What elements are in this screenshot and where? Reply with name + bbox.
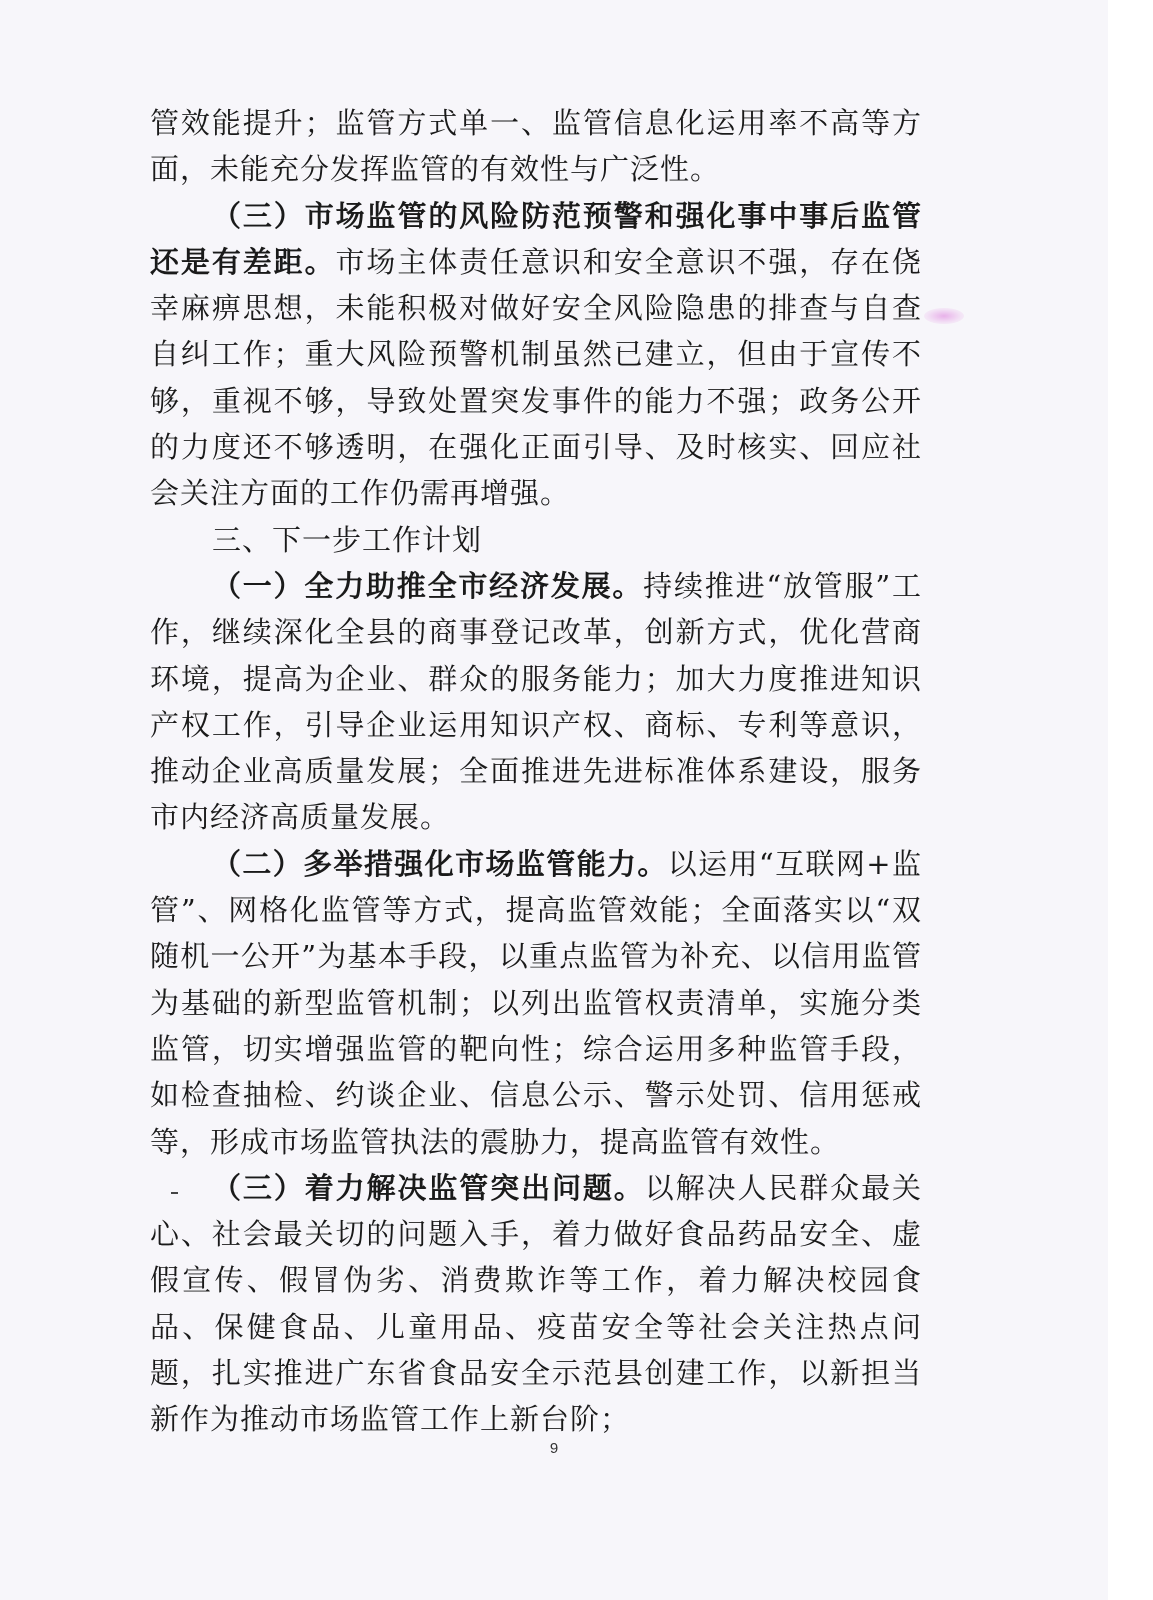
body-section3-item1: 持续推进“放管服”工作，继续深化全县的商事登记改革，创新方式，优化营商环境，提高为企业、群众的服务能力；加大力度推进知识产权工作，引导企业运用知识产权、商标、专利等意识，推动企业高质量发展；全面推进先进标准体系建设，服务市内经济高质量发展。 [150,568,922,835]
paragraph-section2-item3 [150,193,922,517]
body-section3-item3: 以解决人民群众最关心、社会最关切的问题入手，着力做好食品药品安全、虚假宣传、假冒伪劣、消费欺诈等工作，着力解决校园食品、保健食品、儿童用品、疫苗安全等社会关注热点问题，扎实推进广东省食品安全示范县创建工作，以新担当新作为推动市场监管工作上新台阶； [150,1170,922,1437]
heading-section3-item2: （二）多举措强化市场监管能力。 [212,846,668,881]
paragraph-continued: 管效能提升；监管方式单一、监管信息化运用率不高等方面，未能充分发挥监管的有效性与广泛性。 [150,106,922,187]
heading-section2-item3: （三）市场监管的风险防范预警和强化事中事后监管还是有差距。 [150,198,922,279]
heading-section3-item3: （三）着力解决监管突出问题。 [212,1170,645,1205]
ink-smudge [924,308,964,324]
paragraph-section3-item2 [150,841,922,1165]
document-body [150,100,922,1443]
body-section2-item3: 市场主体责任意识和安全意识不强，存在侥幸麻痹思想，未能积极对做好安全风险隐患的排查与自查自纠工作；重大风险预警机制虽然已建立，但由于宣传不够，重视不够，导致处置突发事件的能力不强；政务公开的力度还不够透明，在强化正面引导、及时核实、回应社会关注方面的工作仍需再增强。 [150,244,922,511]
heading-section3-item1: （一）全力助推全市经济发展。 [212,568,644,603]
body-section3-item2: 以运用“互联网+监管”、网格化监管等方式，提高监管效能；全面落实以“双随机一公开”为基本手段，以重点监管为补充、以信用监管为基础的新型监管机制；以列出监管权责清单，实施分类监管，切实增强监管的靶向性；综合运用多种监管手段，如检查抽检、约谈企业、信息公示、警示处罚、信用惩戒等，形成市场监管执法的震胁力，提高监管有效性。 [150,846,922,1159]
page-number: 9 [549,1440,559,1457]
paragraph-section3-item1 [150,563,922,841]
section-title-next-steps: 三、下一步工作计划 [212,522,483,557]
scan-margin [1108,0,1153,1600]
stray-mark [171,1192,178,1194]
paragraph-section3-item3 [150,1165,922,1443]
